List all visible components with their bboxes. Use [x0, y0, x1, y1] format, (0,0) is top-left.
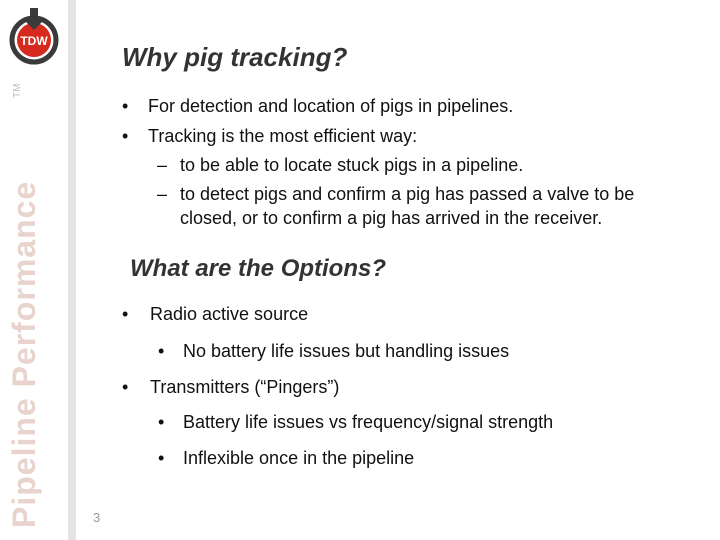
sub-bullet-item [157, 154, 524, 176]
slide-title: Why pig tracking? [122, 42, 348, 72]
logo-text: TDW [20, 34, 48, 48]
sub-bullet-text: to be able to locate stuck pigs in a pipeline. [180, 155, 524, 175]
sub-bullet-item [157, 183, 635, 205]
brand-vertical-text: Pipeline Performance [6, 180, 42, 528]
bullet-dot: • [158, 412, 165, 432]
bullet-item [122, 125, 418, 147]
option-detail-text: Inflexible once in the pipeline [183, 448, 415, 468]
tdw-logo [4, 6, 64, 66]
sub-bullet-text: to detect pigs and confirm a pig has passed a valve to be [180, 184, 635, 204]
option-detail-item [158, 340, 510, 362]
bullet-dot: • [122, 126, 129, 146]
option-detail-text: No battery life issues but handling issues [183, 341, 510, 361]
sub-bullet-continuation: closed, or to confirm a pig has arrived in the receiver. [180, 208, 603, 228]
bullet-dot: • [122, 377, 129, 397]
bullet-text: Tracking is the most efficient way: [148, 126, 418, 146]
bullet-item [122, 95, 514, 117]
dash-marker: – [157, 184, 168, 204]
option-detail-item [158, 411, 554, 433]
option-item [122, 303, 309, 325]
bullet-text: For detection and location of pigs in pipelines. [148, 96, 514, 116]
trademark-mark: TM [12, 83, 23, 98]
bullet-dot: • [122, 96, 129, 116]
sidebar-divider [68, 0, 76, 540]
bullet-dot: • [158, 448, 165, 468]
option-text: Radio active source [150, 304, 309, 324]
page-number: 3 [93, 510, 101, 525]
option-detail-item [158, 447, 415, 469]
dash-marker: – [157, 155, 168, 175]
option-item [122, 376, 340, 398]
option-text: Transmitters (“Pingers”) [150, 377, 340, 397]
bullet-dot: • [158, 341, 165, 361]
bullet-dot: • [122, 304, 129, 324]
option-detail-text: Battery life issues vs frequency/signal strength [183, 412, 554, 432]
options-heading: What are the Options? [130, 255, 387, 282]
